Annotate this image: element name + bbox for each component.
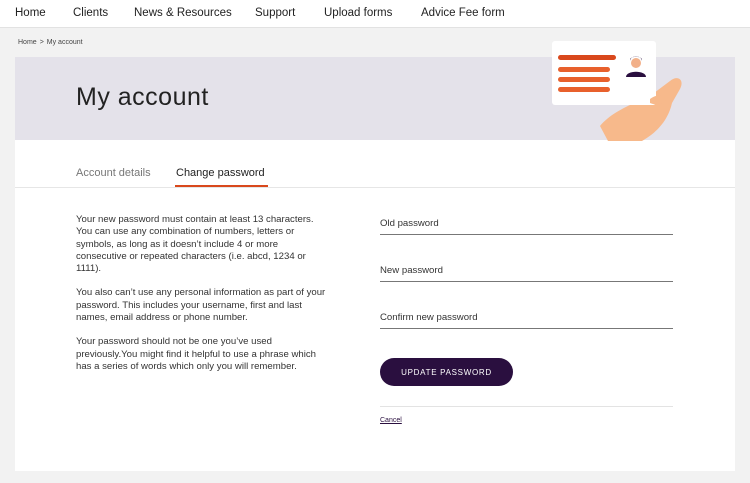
cancel-link[interactable]: Cancel [380,417,402,424]
breadcrumb-home[interactable]: Home [18,39,37,46]
confirm-password-field-wrapper [380,305,673,329]
top-navigation [0,0,750,28]
breadcrumb-separator: > [39,39,44,46]
hand-holding-id-card-icon [550,41,700,141]
old-password-input[interactable] [380,211,673,231]
password-rule-length: Your new password must contain at least 13 characters. You can use any combination of numbers, letters or symbols, as long as it doesn’t include 4 or more consecutive or repeated characters (i.e. abcd, 1234 or 1111). [76,214,314,275]
form-divider [380,406,673,407]
password-rule-personal-info: You also can’t use any personal information as part of your password. This includes your username, first and last names, email address or phone number. [76,287,326,324]
account-tabs [15,157,735,188]
nav-item-home[interactable]: Home [15,7,46,19]
breadcrumb-current: My account [46,39,83,46]
account-panel [15,57,735,471]
password-rules-text [76,214,326,385]
new-password-input[interactable] [380,258,673,278]
nav-item-clients[interactable]: Clients [73,7,109,19]
password-rule-reuse: Your password should not be one you’ve used previously.You might find it helpful to use a phrase which has a series of words which only you will remember. [76,336,316,372]
tab-account-details[interactable]: Account details [76,167,151,179]
nav-item-advice-fee-form[interactable]: Advice Fee form [421,7,505,19]
page-title: My account [76,83,209,111]
active-tab-indicator [175,185,268,187]
nav-item-upload-forms[interactable]: Upload forms [324,7,393,19]
nav-item-support[interactable]: Support [255,7,296,19]
nav-item-news-resources[interactable]: News & Resources [134,7,232,19]
old-password-field-wrapper [380,211,673,235]
update-password-button[interactable]: UPDATE PASSWORD [380,358,513,386]
breadcrumb [18,39,83,46]
tab-change-password[interactable]: Change password [176,167,265,179]
new-password-field-wrapper [380,258,673,282]
confirm-password-input[interactable] [380,305,673,325]
